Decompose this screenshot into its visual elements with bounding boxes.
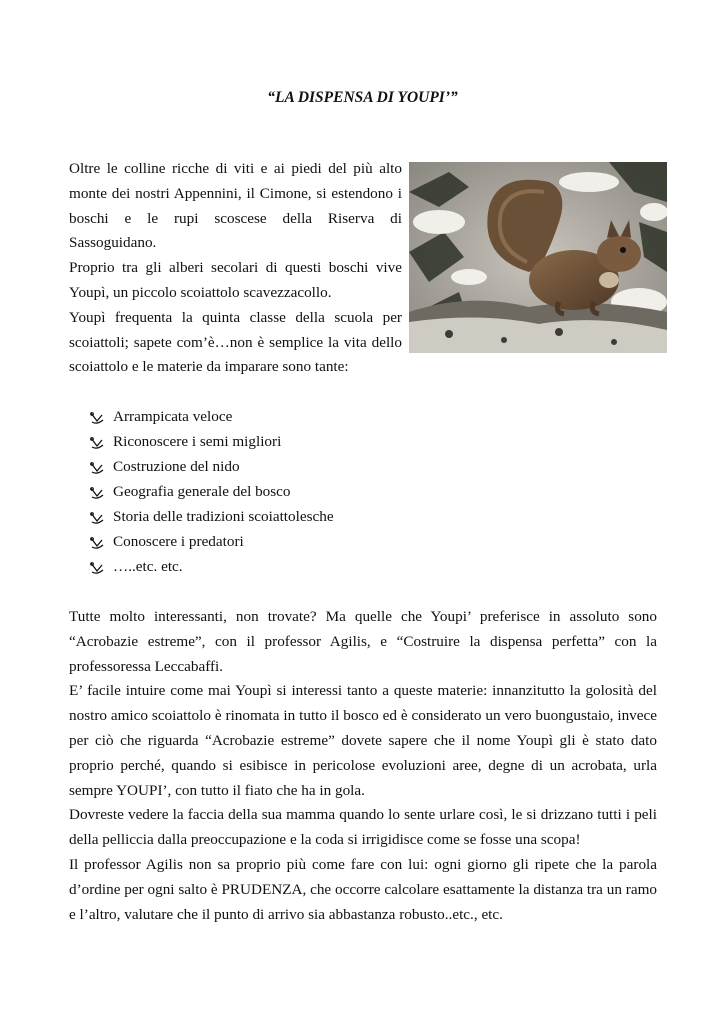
body-paragraph: E’ facile intuire come mai Youpì si interessi tanto a queste materie: innanzitutto la golosità del nostro amico scoiattolo è rinomata in tutto il bosco ed è considerato un vero buongustaio, invece per ciò che riguarda “Acrobazie estreme” dovete sapere che il nome Youpì gli è stato dato proprio perché, quando si esibisce in pericolose evoluzioni aree, degne di un acrobata, urla sempre YOUPI’, con tutto il fiato che ha in gola. bbox=[69, 682, 657, 799]
list-item-label: Arrampicata veloce bbox=[113, 408, 233, 426]
hand-writing-icon bbox=[89, 486, 105, 500]
intro-paragraph: Youpì frequenta la quinta classe della scuola per scoiattoli; sapete com’è…non è semplice la vita dello scoiattolo e le materie da imparare sono tante: bbox=[69, 308, 402, 376]
body-section bbox=[69, 605, 657, 927]
list-item bbox=[89, 530, 489, 555]
body-paragraph: Il professor Agilis non sa proprio più come fare con lui: ogni giorno gli ripete che la parola d’ordine per ogni salto è PRUDENZA, che occorre calcolare esattamente la distanza tra un ramo e l’altro, valutare che il punto di arrivo sia abbastanza robusto..etc., etc. bbox=[69, 855, 657, 923]
list-item bbox=[89, 480, 489, 505]
list-item-label: …..etc. etc. bbox=[113, 558, 183, 576]
list-item-label: Costruzione del nido bbox=[113, 458, 240, 476]
hand-writing-icon bbox=[89, 511, 105, 525]
subjects-list bbox=[89, 405, 489, 580]
intro-section bbox=[69, 157, 402, 380]
intro-paragraph: Oltre le colline ricche di viti e ai piedi del più alto monte dei nostri Appennini, il Cimone, si estendono i boschi e le rupi scoscese della Riserva di Sassoguidano. bbox=[69, 160, 402, 252]
hand-writing-icon bbox=[89, 436, 105, 450]
list-item-label: Conoscere i predatori bbox=[113, 533, 244, 551]
hand-writing-icon bbox=[89, 536, 105, 550]
body-paragraph: Tutte molto interessanti, non trovate? Ma quelle che Youpi’ preferisce in assoluto sono “Acrobazie estreme”, con il professor Agilis, e “Costruire la dispensa perfetta” con la professoressa Leccabaffi. bbox=[69, 608, 657, 675]
squirrel-photo bbox=[409, 162, 667, 353]
hand-writing-icon bbox=[89, 411, 105, 425]
list-item bbox=[89, 555, 489, 580]
list-item-label: Storia delle tradizioni scoiattolesche bbox=[113, 508, 334, 526]
intro-paragraph: Proprio tra gli alberi secolari di questi boschi vive Youpì, un piccolo scoiattolo scavezzacollo. bbox=[69, 259, 402, 301]
list-item bbox=[89, 505, 489, 530]
body-paragraph: Dovreste vedere la faccia della sua mamma quando lo sente urlare così, le si drizzano tutti i peli della pelliccia dalla preoccupazione e la coda si irrigidisce come se fosse una scopa! bbox=[69, 806, 657, 849]
list-item-label: Geografia generale del bosco bbox=[113, 483, 291, 501]
hand-writing-icon bbox=[89, 561, 105, 575]
page-title: “LA DISPENSA DI YOUPI’” bbox=[267, 89, 458, 106]
list-item bbox=[89, 430, 489, 455]
list-item bbox=[89, 455, 489, 480]
list-item bbox=[89, 405, 489, 430]
hand-writing-icon bbox=[89, 461, 105, 475]
list-item-label: Riconoscere i semi migliori bbox=[113, 433, 282, 451]
